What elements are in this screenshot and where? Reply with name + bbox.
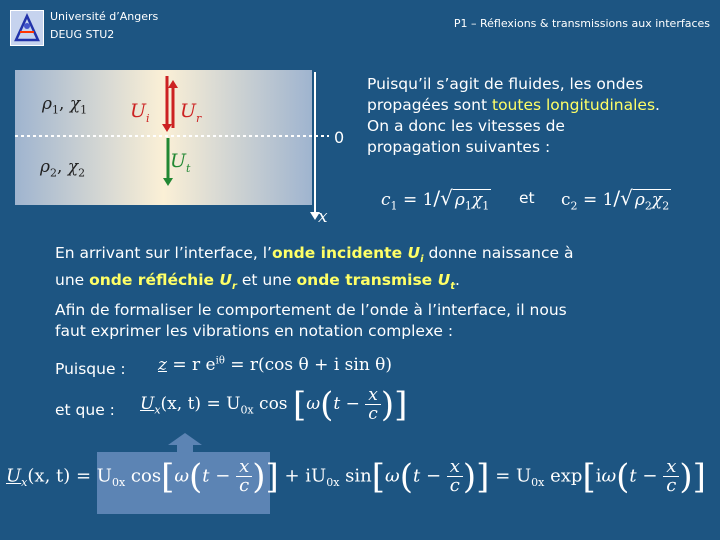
c2-eq: = 1 bbox=[582, 190, 614, 210]
eq3-u: U bbox=[6, 465, 22, 487]
c2-chi-sub: 2 bbox=[662, 199, 670, 213]
velocity-c1: $c_1 = 1/√$ $\rho_1\chi_1$ bbox=[381, 186, 490, 213]
c1-rho: ρ bbox=[454, 190, 465, 210]
eq2-omega: ω bbox=[306, 394, 321, 414]
ut-label bbox=[170, 150, 190, 175]
vibration-equation: $U_x(x$, $t) = U_{0x}$ cos [ω(t − $\frac{x}{c}$ )] bbox=[140, 384, 408, 425]
intro-line-1: Puisqu’il s’agit de fluides, les ondes bbox=[367, 75, 644, 93]
university-logo-icon bbox=[10, 10, 44, 46]
eq3-plus: + iU bbox=[284, 465, 327, 487]
eq2-args: (x, t) bbox=[160, 394, 202, 414]
header-university: Université d’Angers bbox=[50, 10, 159, 23]
eq3-fraction-2 bbox=[447, 458, 463, 495]
eq2-den: c bbox=[368, 404, 378, 424]
rho2-sub: 2 bbox=[50, 166, 57, 180]
c2-rho-sub: 2 bbox=[644, 199, 652, 213]
eq1-trig: = r(cos θ + i sin θ) bbox=[230, 355, 393, 375]
incident-u-sub: i bbox=[420, 254, 424, 266]
ur-label bbox=[180, 100, 201, 125]
intro-line-2-post: . bbox=[655, 96, 660, 114]
eq1-label: Puisque : bbox=[55, 360, 126, 378]
transmitted-wave-label: onde transmise bbox=[296, 271, 438, 290]
eq3-u-sub: x bbox=[21, 476, 28, 490]
eq3-t-2: t − bbox=[412, 465, 442, 487]
intro-line-2 bbox=[367, 95, 712, 116]
eq1-sup: iθ bbox=[215, 355, 225, 367]
transmitted-u: U bbox=[437, 271, 451, 290]
eq3-u0-sub-2: 0x bbox=[326, 476, 340, 490]
eq3-den-2: c bbox=[449, 475, 460, 496]
para1-d: une bbox=[55, 271, 90, 290]
complex-number-equation bbox=[158, 355, 392, 375]
eq3-num-3: x bbox=[663, 458, 679, 477]
eq3-num-1: x bbox=[236, 458, 252, 477]
eq3-omega: ω bbox=[174, 465, 190, 487]
incident-wave-label: onde incidente bbox=[271, 244, 408, 262]
eq3-omega-2: ω bbox=[385, 465, 400, 487]
ur-sub: r bbox=[196, 111, 202, 125]
medium2-label: $\rho_2$, $\chi_2$ bbox=[40, 157, 86, 180]
eq3-i: i bbox=[595, 465, 602, 487]
reflected-u: U bbox=[219, 271, 233, 290]
paragraph-complex bbox=[55, 300, 705, 342]
eq3-u0-sub-3: 0x bbox=[531, 476, 545, 490]
ui-label bbox=[130, 100, 150, 125]
eq2-num: x bbox=[365, 386, 381, 405]
ur-main: U bbox=[180, 100, 197, 122]
eq3-den-1: c bbox=[239, 475, 250, 496]
eq3-eq-2: = U bbox=[495, 465, 532, 487]
intro-line-4: propagation suivantes : bbox=[367, 138, 551, 156]
rho2-symbol: ρ bbox=[40, 157, 50, 177]
header-title: P1 – Réflexions & transmissions aux interfaces bbox=[453, 17, 710, 30]
eq3-sin: sin bbox=[345, 465, 372, 487]
eq3-num-2: x bbox=[447, 458, 463, 477]
ut-main: U bbox=[170, 150, 187, 172]
eq3-fraction-1 bbox=[236, 458, 252, 495]
chi2-symbol: χ bbox=[67, 157, 79, 177]
rho1-sub: 1 bbox=[52, 103, 59, 117]
interface-diagram bbox=[15, 68, 345, 228]
eq2-fraction bbox=[365, 386, 381, 423]
c2-chi: χ bbox=[651, 190, 663, 210]
transmitted-u-sub: t bbox=[450, 281, 455, 293]
up-arrow-icon bbox=[168, 433, 202, 455]
eq2-u0-sub: 0x bbox=[240, 403, 254, 417]
eq3-t: t − bbox=[202, 465, 231, 487]
eq3-den-3: c bbox=[666, 475, 677, 496]
para2-line-2: faut exprimer les vibrations en notation complexe : bbox=[55, 322, 454, 340]
eq3-args: (x, t) bbox=[27, 465, 71, 487]
c1-rho-sub: 1 bbox=[464, 199, 472, 213]
para1-line-1 bbox=[55, 243, 705, 270]
eq2-cos: cos bbox=[259, 394, 288, 414]
reflected-wave-label: onde réfléchie bbox=[89, 271, 220, 290]
paragraph-waves bbox=[55, 243, 705, 297]
eq1-z: z bbox=[158, 355, 167, 375]
expanded-vibration-equation: $U_x(x$, $t) = U_{0x}$ cos[ω(t − $\frac{x}{c}$ )] + $iU_{0x}$ sin[ω(t − $\frac{x}{c}$ )] = $U_{0x}$ exp[iω(t − $\frac{x}{c}$ )] bbox=[6, 456, 706, 497]
eq2-eq: = U bbox=[206, 394, 241, 414]
axis-origin-label: 0 bbox=[334, 128, 345, 147]
c2-rho: ρ bbox=[634, 190, 645, 210]
c1-chi: χ bbox=[471, 190, 483, 210]
c2-sub: 2 bbox=[570, 199, 578, 213]
ut-sub: t bbox=[186, 161, 191, 175]
medium1-label: $\rho_1$, $\chi_1$ bbox=[42, 94, 88, 117]
eq2-u-sub: x bbox=[154, 403, 161, 417]
eq3-t-3: t − bbox=[629, 465, 658, 487]
para1-h: . bbox=[454, 271, 460, 290]
x-axis-label: x bbox=[318, 207, 328, 227]
chi2-sub: 2 bbox=[78, 166, 86, 180]
incident-u: U bbox=[407, 244, 421, 262]
rho1-symbol: ρ bbox=[42, 94, 52, 114]
header-course: DEUG STU2 bbox=[50, 28, 115, 41]
velocity-c2: $c_2 = 1/√$ $\rho_2\chi_2$ bbox=[561, 186, 670, 213]
eq2-label: et que : bbox=[55, 401, 115, 419]
eq3-eq: = U bbox=[76, 465, 112, 487]
et-label: et bbox=[519, 189, 535, 207]
c1-eq: = 1 bbox=[402, 190, 434, 210]
eq2-t: t − bbox=[333, 394, 360, 414]
para1-a: En arrivant sur l’interface, l’ bbox=[55, 244, 272, 262]
c1-sub: 1 bbox=[390, 199, 398, 213]
chi1-symbol: χ bbox=[69, 94, 81, 114]
c1-chi-sub: 1 bbox=[482, 199, 490, 213]
eq3-omega-3: ω bbox=[601, 465, 617, 487]
medium-background bbox=[15, 70, 312, 205]
eq1-exp: = r e bbox=[172, 355, 216, 375]
intro-line-3: On a donc les vitesses de bbox=[367, 117, 565, 135]
eq2-u: U bbox=[140, 394, 155, 414]
para1-f: et une bbox=[236, 271, 297, 290]
chi1-sub: 1 bbox=[80, 103, 88, 117]
eq3-exp: exp bbox=[550, 465, 583, 487]
para1-line-2 bbox=[55, 270, 705, 297]
longitudinal-highlight: toutes longitudinales bbox=[492, 96, 656, 114]
ui-sub: i bbox=[146, 111, 150, 125]
eq3-u0-sub: 0x bbox=[111, 476, 126, 490]
para2-line-1: Afin de formaliser le comportement de l’onde à l’interface, il nous bbox=[55, 301, 567, 319]
reflected-u-sub: r bbox=[232, 281, 237, 293]
intro-line-2-pre: propagées sont bbox=[367, 96, 492, 114]
c1-symbol: c bbox=[381, 190, 391, 210]
c2-symbol: c bbox=[561, 190, 571, 210]
eq3-fraction-3 bbox=[663, 458, 679, 495]
intro-paragraph bbox=[367, 74, 712, 158]
eq3-cos: cos bbox=[130, 465, 162, 487]
ui-main: U bbox=[130, 100, 147, 122]
para1-c: donne naissance à bbox=[423, 244, 574, 262]
